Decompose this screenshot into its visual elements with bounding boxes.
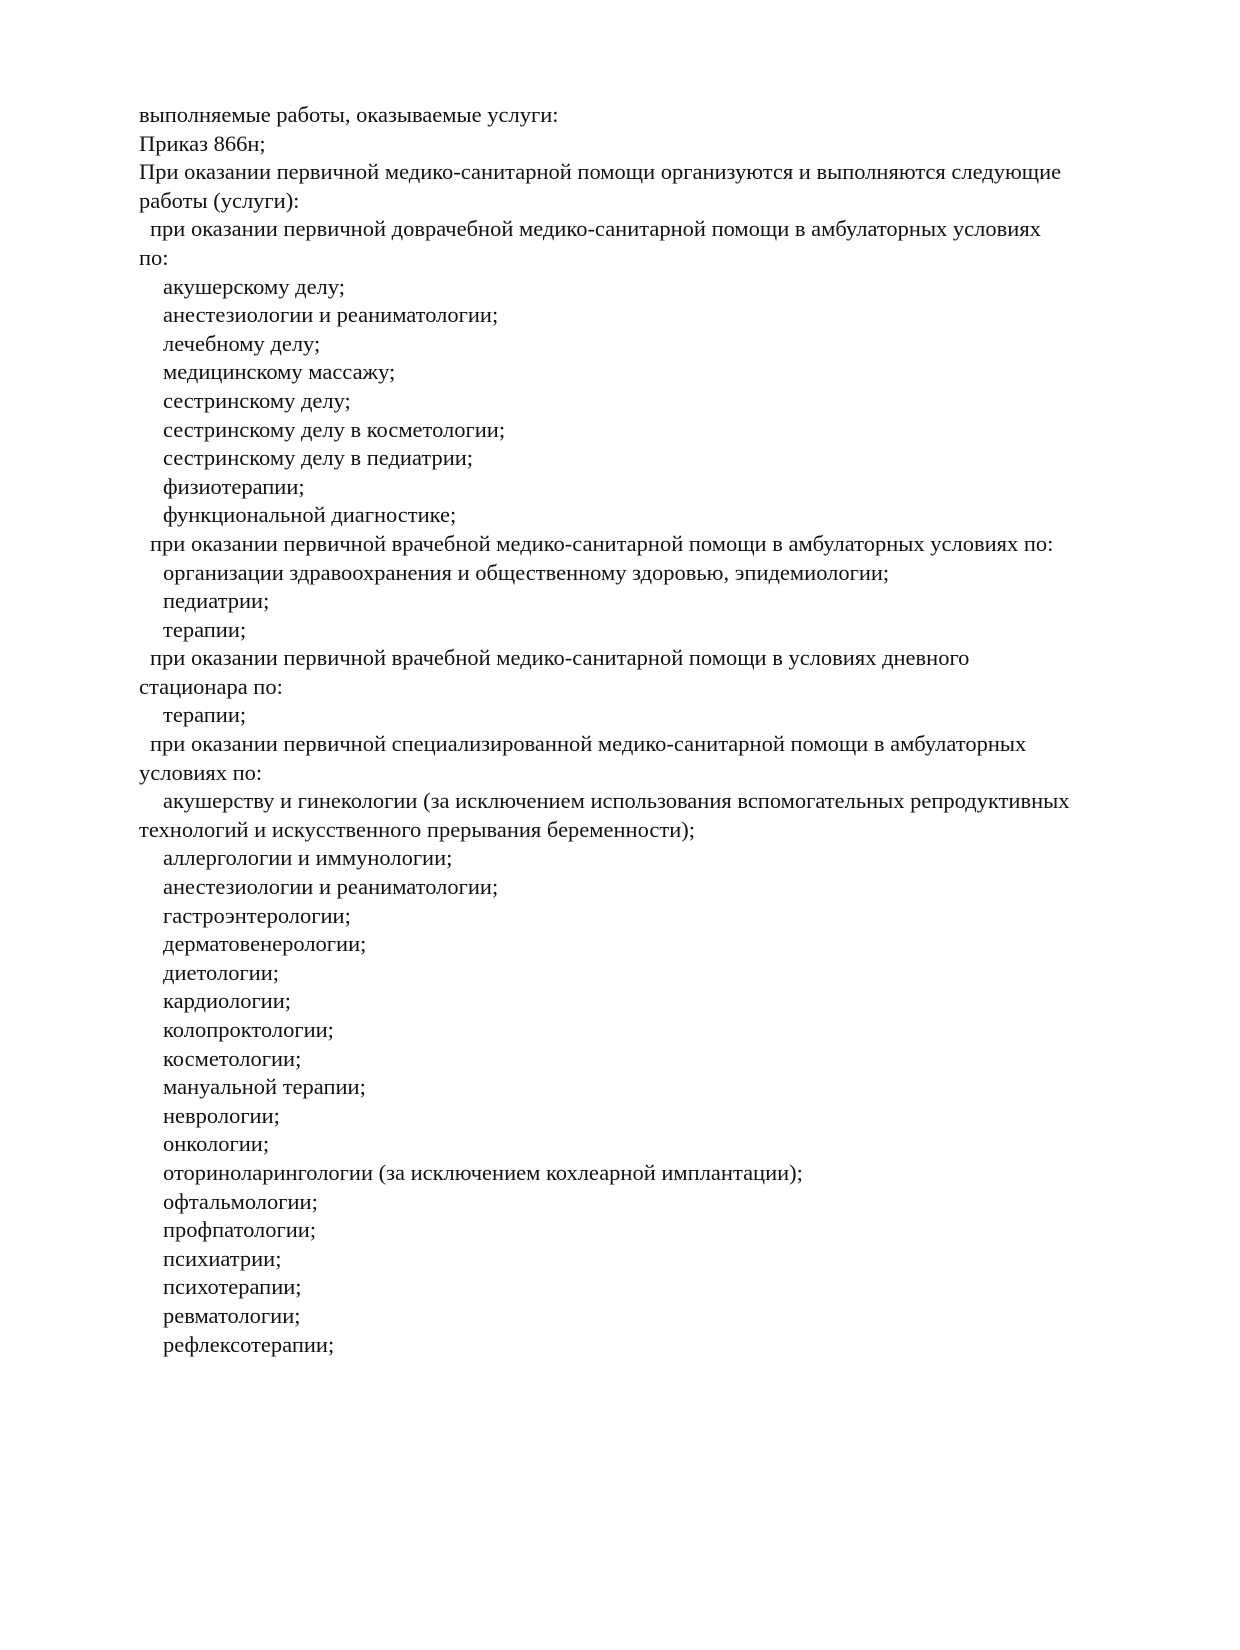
list-item: функциональной диагностике;: [163, 502, 457, 528]
text-line: стационара по:: [139, 673, 283, 699]
list-item: ревматологии;: [163, 1302, 301, 1328]
list-item: онкологии;: [163, 1131, 270, 1157]
text-line: Приказ 866н;: [139, 130, 266, 156]
list-item: организации здравоохранения и общественному здоровью, эпидемиологии;: [163, 559, 890, 585]
list-item: аллергологии и иммунологии;: [163, 845, 453, 871]
text-line: условиях по:: [139, 759, 263, 785]
text-line: по:: [139, 244, 169, 270]
list-item: акушерству и гинекологии (за исключением использования вспомогательных репродуктивных: [163, 788, 1070, 814]
list-item: сестринскому делу в педиатрии;: [163, 445, 474, 471]
list-item: офтальмологии;: [163, 1188, 318, 1214]
text-line: при оказании первичной специализированной медико-санитарной помощи в амбулаторных: [150, 731, 1027, 757]
list-item: диетологии;: [163, 959, 280, 985]
text-line: технологий и искусственного прерывания беременности);: [139, 816, 696, 842]
text-line: при оказании первичной доврачебной медико-санитарной помощи в амбулаторных условиях: [150, 216, 1041, 242]
list-item: педиатрии;: [163, 588, 270, 614]
list-item: лечебному делу;: [163, 330, 321, 356]
list-item: анестезиологии и реаниматологии;: [163, 874, 499, 900]
document-page: [139, 101, 1129, 1359]
list-item: сестринскому делу в косметологии;: [163, 416, 506, 442]
list-item: психиатрии;: [163, 1245, 282, 1271]
list-item: физиотерапии;: [163, 473, 305, 499]
text-line: при оказании первичной врачебной медико-санитарной помощи в амбулаторных условиях по:: [150, 530, 1054, 556]
list-item: косметологии;: [163, 1045, 302, 1071]
list-item: психотерапии;: [163, 1274, 302, 1300]
list-item: медицинскому массажу;: [163, 359, 396, 385]
list-item: гастроэнтерологии;: [163, 902, 351, 928]
text-line: выполняемые работы, оказываемые услуги:: [139, 102, 559, 127]
text-line: работы (услуги):: [139, 187, 300, 213]
list-item: колопроктологии;: [163, 1017, 334, 1042]
list-item: кардиологии;: [163, 988, 292, 1014]
list-item: акушерскому делу;: [163, 273, 345, 299]
list-item: сестринскому делу;: [163, 387, 351, 413]
list-item: терапии;: [163, 702, 247, 728]
list-item: неврологии;: [163, 1102, 280, 1128]
list-item: дерматовенерологии;: [163, 931, 367, 957]
list-item: терапии;: [163, 616, 247, 642]
text-line: при оказании первичной врачебной медико-санитарной помощи в условиях дневного: [150, 645, 970, 671]
list-item: анестезиологии и реаниматологии;: [163, 302, 499, 328]
list-item: мануальной терапии;: [163, 1074, 366, 1100]
list-item: рефлексотерапии;: [163, 1331, 335, 1357]
list-item: оториноларингологии (за исключением кохлеарной имплантации);: [163, 1159, 803, 1185]
list-item: профпатологии;: [163, 1217, 317, 1243]
text-line: При оказании первичной медико-санитарной помощи организуются и выполняются следующие: [139, 159, 1062, 185]
